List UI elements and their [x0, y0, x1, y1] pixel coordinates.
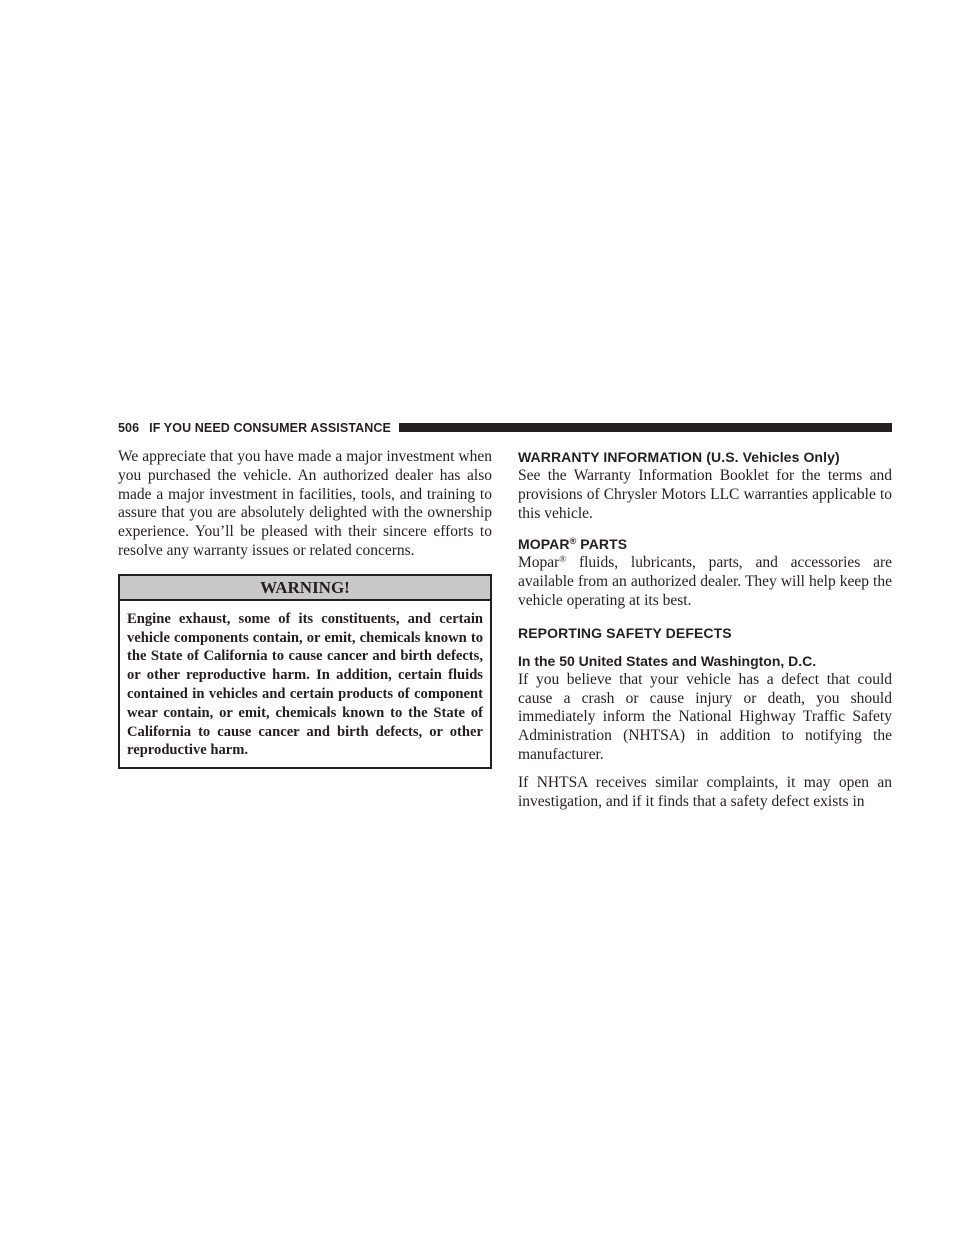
- safety-paragraph-1: If you believe that your vehicle has a defect that could cause a crash or cause injury or death, you should immediately inform the National Highway Traffic Safety Administration (NHTSA) in addition to notifying the manufacturer.: [518, 670, 892, 763]
- safety-section: [518, 624, 892, 812]
- mopar-section: [518, 535, 892, 610]
- safety-heading: REPORTING SAFETY DEFECTS: [518, 624, 732, 641]
- mopar-heading: [518, 535, 892, 554]
- mopar-paragraph: [518, 554, 892, 610]
- page-number: 506: [118, 420, 140, 435]
- warranty-paragraph: See the Warranty Information Booklet for the terms and provisions of Chrysler Motors LLC warranties applicable to this vehicle.: [518, 467, 892, 522]
- header-rule: [399, 423, 892, 432]
- left-column: [118, 448, 492, 769]
- intro-paragraph: We appreciate that you have made a major investment when you purchased the vehicle. An authorized dealer has also made a major investment in facilities, tools, and training to assure that you are absolutely delighted with the ownership experience. You’ll be pleased with their sincere efforts to resolve any warranty issues or related concerns.: [118, 448, 492, 559]
- mopar-heading-brand: MOPAR: [518, 536, 570, 553]
- mopar-paragraph-rest: fluids, lubricants, parts, and accessories are available from an authorized dealer. They will help keep the vehicle operating at its best.: [518, 554, 892, 609]
- warning-title: WARNING!: [120, 576, 490, 601]
- warning-text: Engine exhaust, some of its constituents, and certain vehicle components contain, or emit, chemicals known to the State of California to cause cancer and birth defects, or other reproductive harm. In addition, certain fluids contained in vehicles and certain products of component wear contain, or emit, chemicals known to the State of California to cause cancer and birth defects, or other reproductive harm.: [127, 610, 483, 759]
- right-column: [518, 448, 892, 811]
- page-header: [118, 419, 892, 436]
- mopar-brand: Mopar: [518, 554, 560, 572]
- mopar-heading-rest: PARTS: [576, 536, 628, 553]
- safety-paragraph-2: If NHTSA receives similar complaints, it may open an investigation, and if it finds that a safety defect exists in: [518, 773, 892, 810]
- registered-mark: ®: [559, 554, 567, 565]
- us-subheading: In the 50 United States and Washington, D.C.: [518, 652, 817, 669]
- warranty-section: [518, 448, 892, 523]
- registered-mark: ®: [569, 536, 577, 547]
- section-title: IF YOU NEED CONSUMER ASSISTANCE: [149, 420, 391, 435]
- warning-box: [118, 574, 492, 769]
- warranty-heading: WARRANTY INFORMATION (U.S. Vehicles Only): [518, 449, 840, 465]
